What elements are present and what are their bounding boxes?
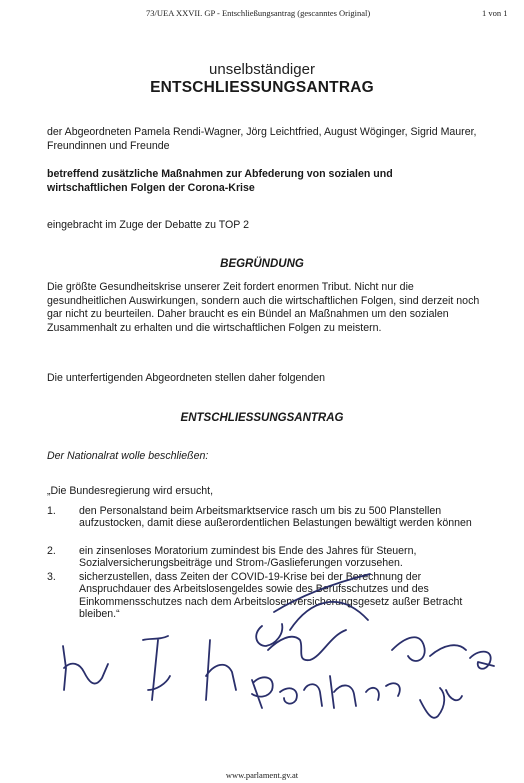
title-qualifier: unselbständiger [209, 61, 315, 78]
signature-6 [252, 676, 400, 708]
list-item-text: den Personalstand beim Arbeitsmarktservice rasch um bis zu 500 Planstellen aufzustocken, damit diese außerordentlichen Belastungen bewältigt werden können [79, 505, 472, 530]
page-number: 1 von 1 [482, 8, 508, 18]
signature-4 [256, 624, 346, 660]
authors-line: der Abgeordneten Pamela Rendi-Wagner, Jörg Leichtfried, August Wöginger, Sigrid Maurer, Freundinnen und Freunde [47, 126, 477, 152]
list-item-number: 2. [47, 545, 56, 557]
signature-8 [470, 652, 494, 669]
footer-url: www.parlament.gv.at [225, 770, 299, 780]
list-item-text: sicherzustellen, dass Zeiten der COVID-19-Krise bei der Berechnung der Anspruchdauer des Arbeitslosengeldes sowie des Berufsschutzes und des Einkommensschutzes nach dem Arbeitslosenversicherungsgesetz außer Betracht bleiben.“ [79, 571, 463, 620]
introduced-line: eingebracht im Zuge der Debatte zu TOP 2 [47, 219, 249, 231]
reasoning-heading: BEGRÜNDUNG [220, 258, 304, 270]
signature-5 [274, 574, 370, 630]
subject-line: betreffend zusätzliche Maßnahmen zur Abfederung von sozialen und wirtschaftlichen Folgen der Corona-Krise [47, 168, 393, 194]
signature-7 [392, 637, 466, 661]
signature-3 [206, 640, 236, 700]
submit-line: Die unterfertigenden Abgeordneten stellen daher folgenden [47, 372, 326, 384]
signature-2 [143, 636, 170, 700]
document-reference: 73/UEA XXVII. GP - Entschließungsantrag (gescanntes Original) [146, 8, 371, 18]
signature-1 [63, 646, 108, 690]
reasoning-text: Die größte Gesundheitskrise unserer Zeit fordert enormen Tribut. Nicht nur die gesundheitlichen Auswirkungen, sondern auch die wirtschaftlichen Folgen, sind derzeit noch gar nicht zu beurteilen. Daher braucht es ein Bündel an Maßnahmen um den sozialen Zusammenhalt zu erhalten und die wirtschaftlichen Folgen zu meistern. [47, 281, 480, 334]
list-item-number: 1. [47, 505, 56, 517]
list-item-text: ein zinsenloses Moratorium zumindest bis Ende des Jahres für Steuern, Sozialversicherungsbeiträge und Strom-/Gaslieferungen vorzusehen. [79, 545, 417, 570]
list-item-number: 3. [47, 571, 56, 583]
motion-heading: ENTSCHLIESSUNGSANTRAG [180, 412, 344, 424]
opening-line: „Die Bundesregierung wird ersucht, [47, 485, 214, 497]
signature-9 [420, 688, 462, 718]
title-main: ENTSCHLIESSUNGSANTRAG [150, 79, 374, 96]
resolve-line: Der Nationalrat wolle beschließen: [47, 450, 209, 462]
